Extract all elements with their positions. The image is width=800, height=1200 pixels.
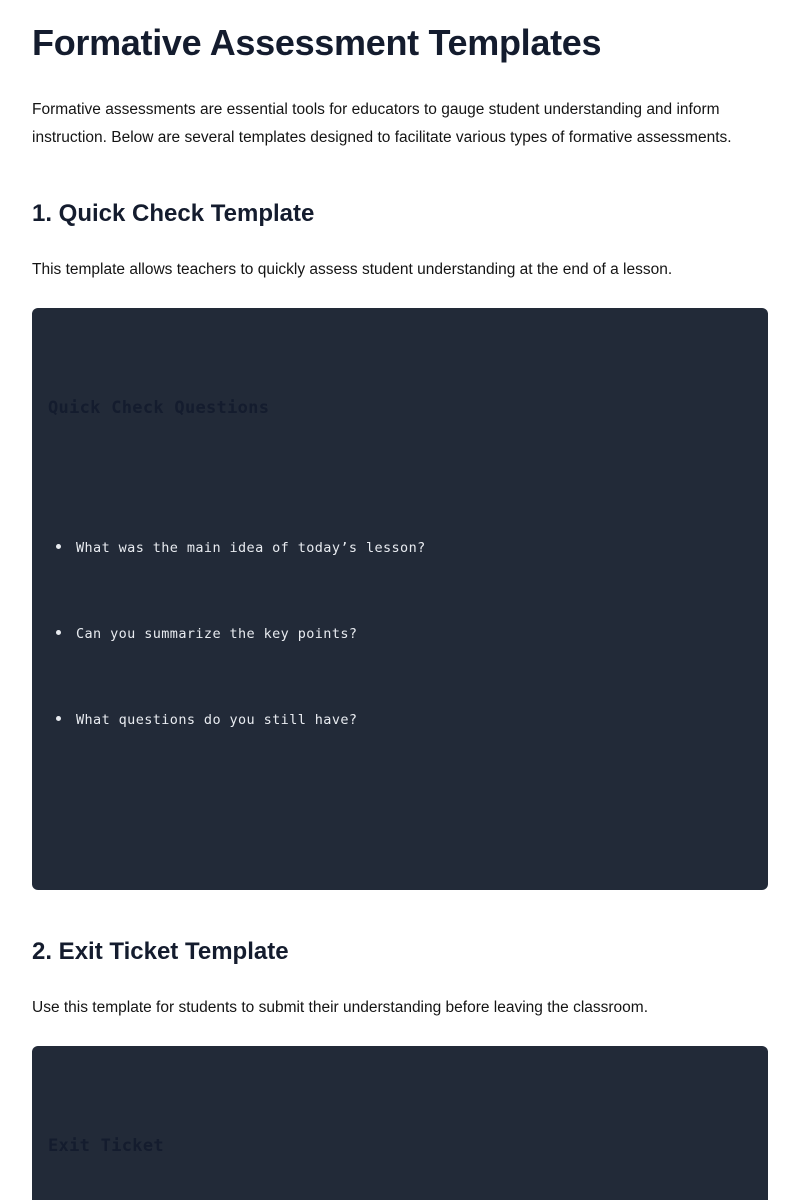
section-description-quick-check: This template allows teachers to quickly assess student understanding at the end of a lesson. [32,261,673,278]
bullet-icon [56,630,61,635]
section-heading-quick-check: 1. Quick Check Template [32,200,315,227]
exit-ticket-block-title: Exit Ticket [48,1136,164,1156]
question-text: What was the main idea of today’s lesson? [76,540,426,556]
quick-check-template-block [32,308,768,890]
list-item [48,540,426,556]
quick-check-block-title: Quick Check Questions [48,398,270,418]
list-item [48,712,357,728]
bullet-icon [56,544,61,549]
list-item [48,626,357,642]
exit-ticket-template-block [32,1046,768,1200]
intro-paragraph: Formative assessments are essential tools for educators to gauge student understanding and inform instruction. Below are several templates designed to facilitate various types of formative assessments. [32,101,732,146]
page-title: Formative Assessment Templates [32,22,602,63]
section-description-exit-ticket: Use this template for students to submit their understanding before leaving the classroom. [32,999,649,1016]
question-text: What questions do you still have? [76,712,358,728]
bullet-icon [56,716,61,721]
section-heading-exit-ticket: 2. Exit Ticket Template [32,938,289,965]
question-text: Can you summarize the key points? [76,626,358,642]
